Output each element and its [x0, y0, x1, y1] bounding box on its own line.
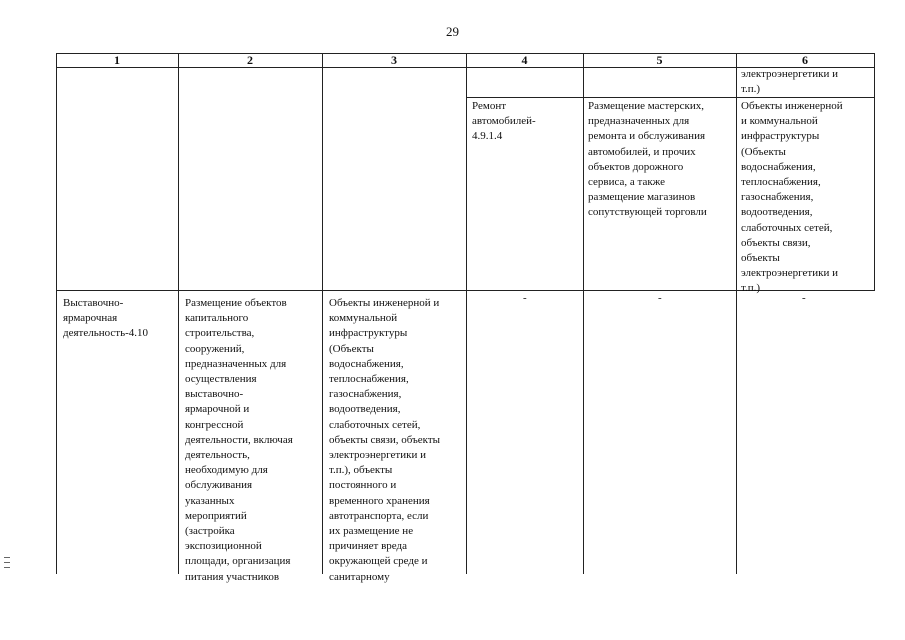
header-cell-3: 3 [391, 53, 397, 67]
table-border-right [874, 53, 875, 291]
column-divider-2 [322, 53, 323, 574]
column-divider-5 [736, 53, 737, 574]
page-number: 29 [446, 24, 459, 39]
header-cell-2: 2 [247, 53, 253, 67]
cell-repair-col4: Ремонт автомобилей- 4.9.1.4 [472, 100, 536, 143]
header-cell-4: 4 [521, 53, 528, 67]
header-cell-6: 6 [802, 53, 808, 67]
column-divider-3 [466, 53, 467, 574]
cell-continued-col6: электроэнергетики и т.п.) [741, 68, 838, 96]
cell-exhibition-col4: - [523, 292, 527, 304]
cell-repair-col5: Размещение мастерских, предназначенных для ремонта и обслуживания автомобилей, и прочих объектов дорожного сервиса, а также размещение магазинов сопутствующей торговли [588, 100, 707, 219]
header-cell-1: 1 [114, 53, 120, 67]
header-cell-5: 5 [656, 53, 663, 67]
column-divider-4 [583, 53, 584, 574]
regulations-table [56, 53, 875, 583]
cell-exhibition-col6: - [802, 292, 806, 304]
table-border-left [56, 53, 57, 574]
cell-exhibition-col2: Размещение объектов капитального строительства, сооружений, предназначенных для осуществления выставочно- ярмарочной и конгрессной деятельности, включая деятельность, необходимую для обслуживания указанных мероприятий (застройка экспозиционной площади, организация питания участников [185, 297, 293, 583]
cell-repair-col6: Объекты инженерной и коммунальной инфраструктуры (Объекты водоснабжения, теплоснабжения, газоснабжения, водоотведения, слаботочных сетей, объекты связи, объекты электроэнергетики и т.п.) [741, 100, 843, 295]
binding-marks [4, 557, 10, 577]
cell-exhibition-col1: Выставочно- ярмарочная деятельность-4.10 [63, 297, 149, 340]
column-divider-1 [178, 53, 179, 574]
cell-exhibition-col5: - [658, 292, 662, 304]
cell-exhibition-col3: Объекты инженерной и коммунальной инфраструктуры (Объекты водоснабжения, теплоснабжения, газоснабжения, водоотведения, слаботочных сетей, объекты связи, объекты электроэнергетики и т.п.), объекты постоянного и временного хранения автотранспорта, если их размещение не причиняет вреда окружающей среде и санитарному [329, 297, 441, 583]
